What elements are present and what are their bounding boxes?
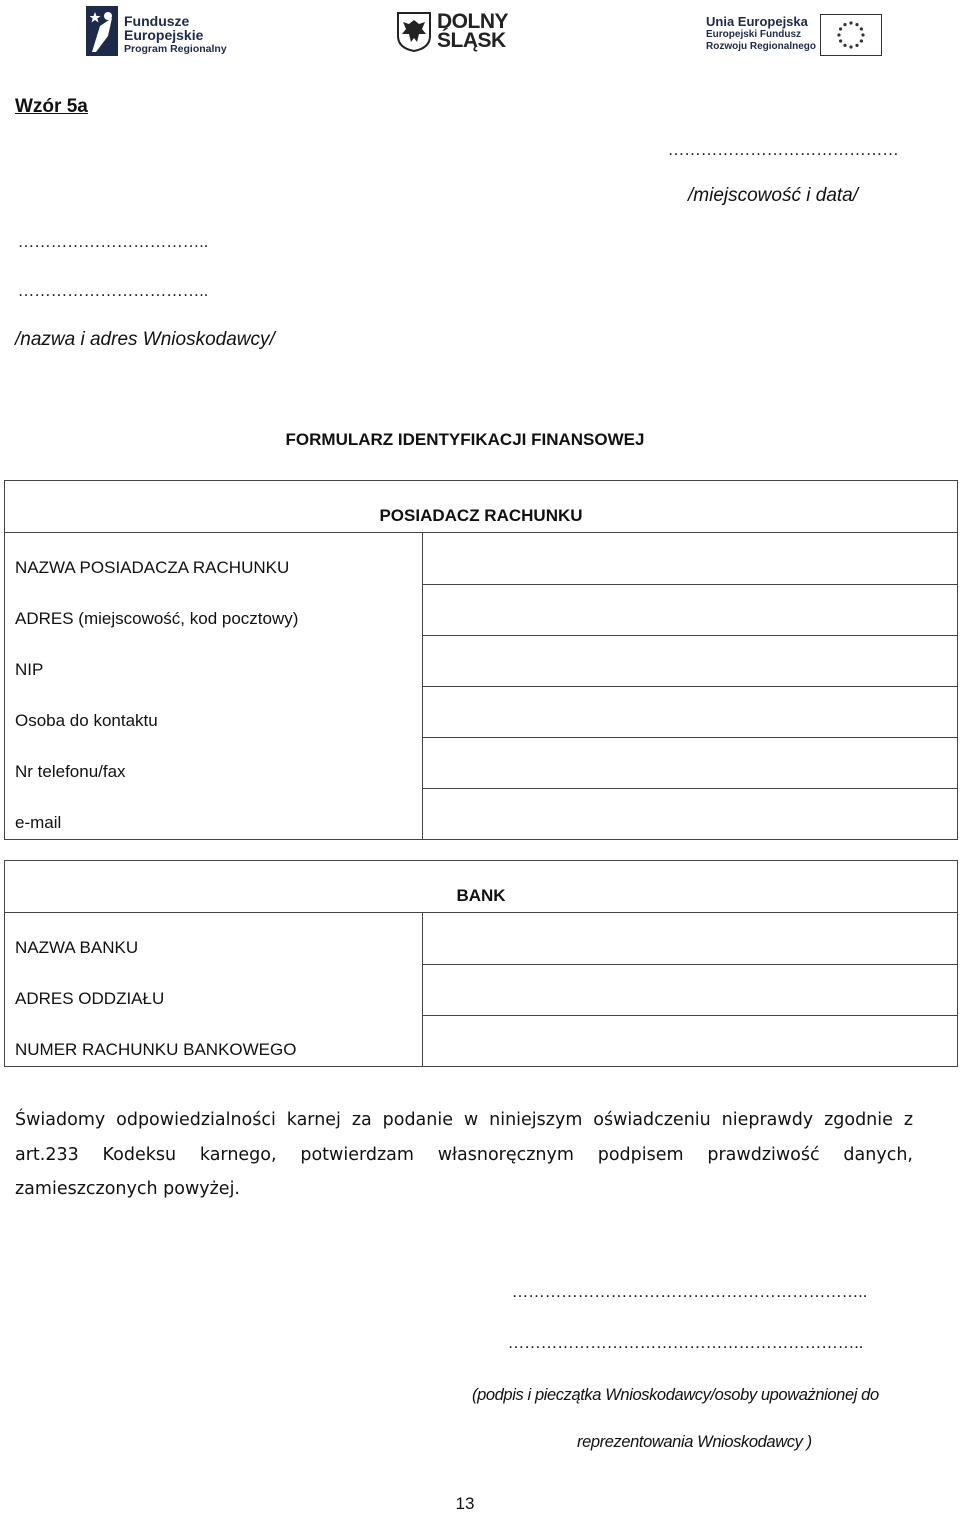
input-contact-person[interactable] xyxy=(423,686,958,737)
fe-logo-line2: Europejskie xyxy=(124,27,204,43)
fundusze-europejskie-logo xyxy=(86,6,226,58)
input-holder-address[interactable] xyxy=(423,584,958,635)
input-phone-fax[interactable] xyxy=(423,737,958,788)
label-branch-address: ADRES ODDZIAŁU xyxy=(5,964,423,1015)
ue-logo-line3: Rozwoju Regionalnego xyxy=(706,41,816,52)
label-holder-name: NAZWA POSIADACZA RACHUNKU xyxy=(5,533,423,585)
input-account-number[interactable] xyxy=(423,1015,958,1067)
input-email[interactable] xyxy=(423,788,958,840)
bank-heading: BANK xyxy=(5,861,958,913)
place-date-caption: /miejscowość i data/ xyxy=(688,185,859,206)
template-label: Wzór 5a xyxy=(15,96,88,117)
ds-logo-line1: DOLNY xyxy=(437,10,508,33)
page-number: 13 xyxy=(455,1494,475,1513)
bank-table xyxy=(4,860,958,1067)
ds-logo-line2: ŚLĄSK xyxy=(437,29,506,52)
signature-field-1[interactable]: ……………………………………………………….. xyxy=(512,1284,868,1301)
label-bank-name: NAZWA BANKU xyxy=(5,913,423,965)
declaration-text: Świadomy odpowiedzialności karnej za podanie w niniejszym oświadczeniu nieprawdy zgodnie z art.233 Kodeksu karnego, potwierdzam własnoręcznym podpisem prawdziwość danych, zamieszczonych powyżej. xyxy=(15,1110,913,1199)
applicant-name-field[interactable]: …………………………….. xyxy=(18,234,209,251)
ue-logo-line1: Unia Europejska xyxy=(706,14,808,29)
label-contact-person: Osoba do kontaktu xyxy=(5,686,423,737)
eagle-shield-icon xyxy=(397,12,431,52)
input-holder-name[interactable] xyxy=(423,533,958,585)
signature-caption-2: reprezentowania Wnioskodawcy ) xyxy=(577,1433,812,1451)
label-phone-fax: Nr telefonu/fax xyxy=(5,737,423,788)
account-holder-heading: POSIADACZ RACHUNKU xyxy=(5,481,958,533)
label-nip: NIP xyxy=(5,635,423,686)
applicant-address-field[interactable]: …………………………….. xyxy=(18,283,209,300)
form-title: FORMULARZ IDENTYFIKACJI FINANSOWEJ xyxy=(285,430,645,449)
input-branch-address[interactable] xyxy=(423,964,958,1015)
label-holder-address: ADRES (miejscowość, kod pocztowy) xyxy=(5,584,423,635)
unia-europejska-logo xyxy=(706,12,881,56)
applicant-caption: /nazwa i adres Wnioskodawcy/ xyxy=(15,329,275,350)
label-email: e-mail xyxy=(5,788,423,840)
signature-caption-1: (podpis i pieczątka Wnioskodawcy/osoby upoważnionej do xyxy=(472,1386,879,1404)
input-nip[interactable] xyxy=(423,635,958,686)
eu-flag-icon xyxy=(820,14,882,56)
signature-field-2[interactable]: ……………………………………………………….. xyxy=(508,1335,864,1352)
dolny-slask-logo xyxy=(397,12,522,56)
label-account-number: NUMER RACHUNKU BANKOWEGO xyxy=(5,1015,423,1067)
account-holder-table xyxy=(4,480,958,840)
place-date-field[interactable]: …………………………………… xyxy=(668,142,899,159)
ue-logo-line2: Europejski Fundusz xyxy=(706,29,802,40)
fe-star-icon xyxy=(86,6,118,56)
fe-logo-line1: Fundusze xyxy=(124,13,190,29)
fe-logo-line3: Program Regionalny xyxy=(124,43,227,55)
input-bank-name[interactable] xyxy=(423,913,958,965)
